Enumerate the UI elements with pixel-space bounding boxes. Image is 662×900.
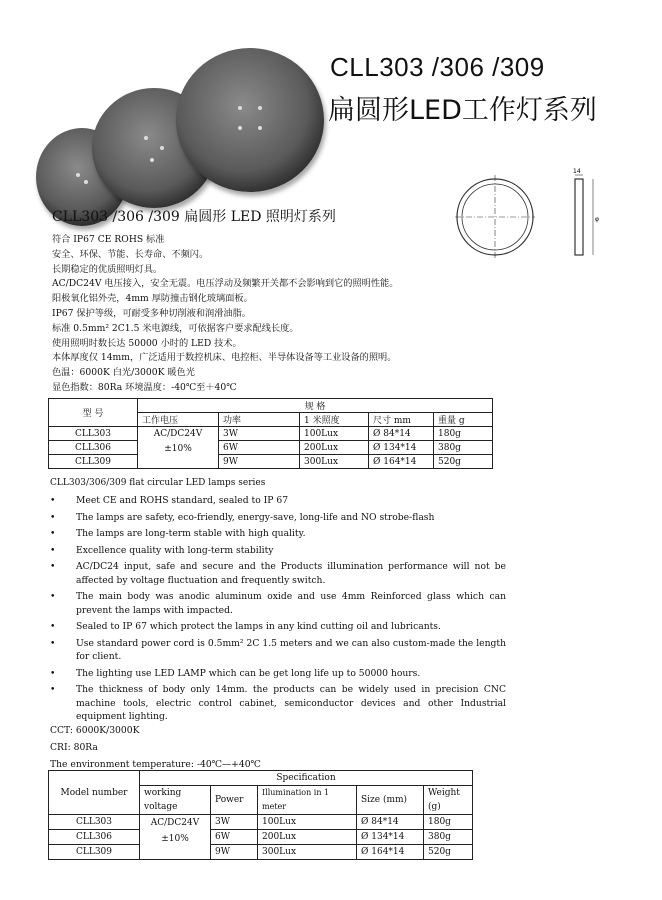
- hero-series-title: 扁圆形LED工作灯系列: [328, 95, 597, 126]
- en-h-model: Model number: [49, 771, 140, 815]
- cell-weight: 180g: [424, 815, 473, 830]
- list-item: [50, 620, 506, 634]
- en-h-lux: Illumination in 1 meter: [258, 786, 357, 815]
- cell-lux: 200Lux: [258, 830, 357, 845]
- cell-size: Ø 164*14: [357, 845, 424, 860]
- cn-h-power: 功率: [219, 413, 300, 427]
- voltage-value: AC/DC24V: [153, 429, 203, 439]
- cn-line: 安全、环保、节能、长寿命、不频闪。: [52, 248, 209, 260]
- list-item: [50, 511, 506, 525]
- bullet: •: [50, 561, 56, 572]
- cell-power: 9W: [211, 845, 258, 860]
- cell-model: CLL306: [49, 441, 138, 455]
- product-photo: [28, 38, 318, 208]
- cn-heading: CLL303 /306 /309 扁圆形 LED 照明灯系列: [52, 209, 336, 225]
- cell-power: 6W: [219, 441, 300, 455]
- en-h-size: Size (mm): [357, 786, 424, 815]
- table-row: [49, 830, 473, 845]
- cell-lux: 100Lux: [300, 427, 369, 441]
- list-item: [50, 544, 506, 558]
- cell-weight: 380g: [424, 830, 473, 845]
- list-item-text: AC/DC24 input, safe and secure and the Products illumination performance will not be affected by voltage fluctuation and frequently switch.: [76, 561, 506, 586]
- cn-line: 符合 IP67 CE ROHS 标准: [52, 234, 165, 245]
- cn-line: AC/DC24V 电压接入，安全无震。电压浮动及频繁开关都不会影响到它的照明性能。: [52, 278, 399, 290]
- list-item-text: The lighting use LED LAMP which can be get long life up to 50000 hours.: [76, 667, 421, 679]
- technical-drawing: [455, 165, 620, 265]
- en-h-power: Power: [211, 786, 258, 815]
- voltage-value: AC/DC24V: [150, 818, 200, 828]
- cn-line: 色温：6000K 白光/3000K 暖色光: [52, 367, 195, 379]
- list-item: [50, 667, 506, 681]
- list-item: [50, 527, 506, 541]
- cell-power: 9W: [219, 455, 300, 469]
- bullet: •: [50, 667, 56, 679]
- cn-spec-table: [48, 398, 493, 469]
- cell-size: Ø 134*14: [369, 441, 434, 455]
- cn-line: 使用照明时数长达 50000 小时的 LED 技术。: [52, 337, 242, 349]
- list-item-text: The lamps are safety, eco-friendly, energy-save, long-life and NO strobe-flash: [76, 511, 435, 523]
- list-item: [50, 637, 506, 664]
- bullet: •: [50, 544, 56, 556]
- cell-size: Ø 84*14: [369, 427, 434, 441]
- list-item: [50, 590, 506, 617]
- list-item: [50, 560, 506, 587]
- cell-lux: 300Lux: [258, 845, 357, 860]
- side-view: [575, 175, 593, 255]
- en-h-weight: Weight (g): [424, 786, 473, 815]
- list-item: [50, 494, 506, 508]
- list-item-text: Sealed to IP 67 which protect the lamps in any kind cutting oil and lubricants.: [76, 621, 441, 632]
- en-heading: CLL303/306/309 flat circular LED lamps series: [50, 478, 266, 488]
- hero-model-title: CLL303 /306 /309: [330, 52, 545, 82]
- bullet: •: [50, 528, 56, 539]
- cell-model: CLL303: [49, 815, 140, 830]
- cn-line: 阳极氧化铝外壳，4mm 厚防撞击钢化玻璃面板。: [52, 293, 253, 305]
- list-item-text: Use standard power cord is 0.5mm² 2C 1.5 meters and we can also custom-made the length for client.: [76, 637, 506, 662]
- cell-weight: 180g: [434, 427, 493, 441]
- dim-height-label: φ: [595, 216, 599, 223]
- cell-lux: 300Lux: [300, 455, 369, 469]
- cell-size: Ø 164*14: [369, 455, 434, 469]
- env-temp-line: The environment temperature: -40℃—+40℃: [50, 759, 261, 770]
- cri-line: CRI: 80Ra: [50, 742, 98, 753]
- cell-voltage: [138, 427, 219, 469]
- bullet: •: [50, 637, 56, 649]
- cell-lux: 100Lux: [258, 815, 357, 830]
- cell-power: 6W: [211, 830, 258, 845]
- front-view: [455, 175, 535, 259]
- cell-weight: 520g: [424, 845, 473, 860]
- cn-h-lux: 1 米照度: [300, 413, 369, 427]
- cell-size: Ø 134*14: [357, 830, 424, 845]
- cn-feature-list: [52, 233, 398, 396]
- bullet: •: [50, 684, 56, 695]
- bullet: •: [50, 511, 56, 523]
- cell-power: 3W: [211, 815, 258, 830]
- list-item-text: The main body was anodic aluminum oxide and use 4mm Reinforced glass which can prevent the lamps with impacted.: [76, 591, 506, 616]
- cell-model: CLL309: [49, 845, 140, 860]
- cn-h-size: 尺寸 mm: [369, 413, 434, 427]
- cn-h-spec: 规 格: [138, 399, 493, 413]
- cell-model: CLL303: [49, 427, 138, 441]
- cell-voltage: [140, 815, 211, 860]
- list-item: [50, 683, 506, 724]
- list-item-text: Excellence quality with long-term stability: [76, 544, 274, 556]
- cell-weight: 380g: [434, 441, 493, 455]
- cn-line: 标准 0.5mm² 2C1.5 米电源线，可依据客户要求配线长度。: [52, 322, 299, 334]
- lamp-large: [176, 48, 324, 192]
- list-item-text: The lamps are long-term stable with high quality.: [76, 528, 306, 539]
- list-item-text: Meet CE and ROHS standard, sealed to IP 67: [76, 495, 289, 506]
- cn-h-model: 型 号: [49, 399, 138, 427]
- cell-size: Ø 84*14: [357, 815, 424, 830]
- voltage-tolerance: ±10%: [161, 834, 189, 844]
- en-h-voltage: working voltage: [140, 786, 211, 815]
- table-row: [49, 815, 473, 830]
- table-row: [49, 427, 493, 441]
- cct-line: CCT: 6000K/3000K: [50, 725, 140, 736]
- cn-h-weight: 重量 g: [434, 413, 493, 427]
- en-h-spec: Specification: [140, 771, 473, 786]
- table-row: [49, 845, 473, 860]
- bullet: •: [50, 621, 56, 632]
- table-row: [49, 455, 493, 469]
- cell-weight: 520g: [434, 455, 493, 469]
- cell-model: CLL306: [49, 830, 140, 845]
- dim-thickness-label: 14: [573, 168, 581, 175]
- cn-line: 显色指数：80Ra 环境温度：-40℃至＋40℃: [52, 381, 237, 393]
- cn-line: 长期稳定的优质照明灯具。: [52, 263, 163, 275]
- en-spec-table: [48, 770, 473, 860]
- voltage-tolerance: ±10%: [164, 444, 192, 454]
- bullet: •: [50, 591, 56, 602]
- table-row: [49, 441, 493, 455]
- cn-line: IP67 保护等级，可耐受多种切削液和润滑油脂。: [52, 307, 251, 319]
- cell-lux: 200Lux: [300, 441, 369, 455]
- cn-line: 本体厚度仅 14mm，广泛适用于数控机床、电控柜、半导体设备等工业设备的照明。: [52, 352, 397, 364]
- cn-h-voltage: 工作电压: [138, 413, 219, 427]
- en-spec-lines: [50, 722, 261, 773]
- cell-power: 3W: [219, 427, 300, 441]
- en-feature-list: [50, 494, 506, 727]
- list-item-text: The thickness of body only 14mm. the products can be widely used in precision CNC machine tools, electric control cabinet, semiconductor devices and other Industrial equipment lighting.: [76, 684, 506, 722]
- cell-model: CLL309: [49, 455, 138, 469]
- bullet: •: [50, 495, 56, 506]
